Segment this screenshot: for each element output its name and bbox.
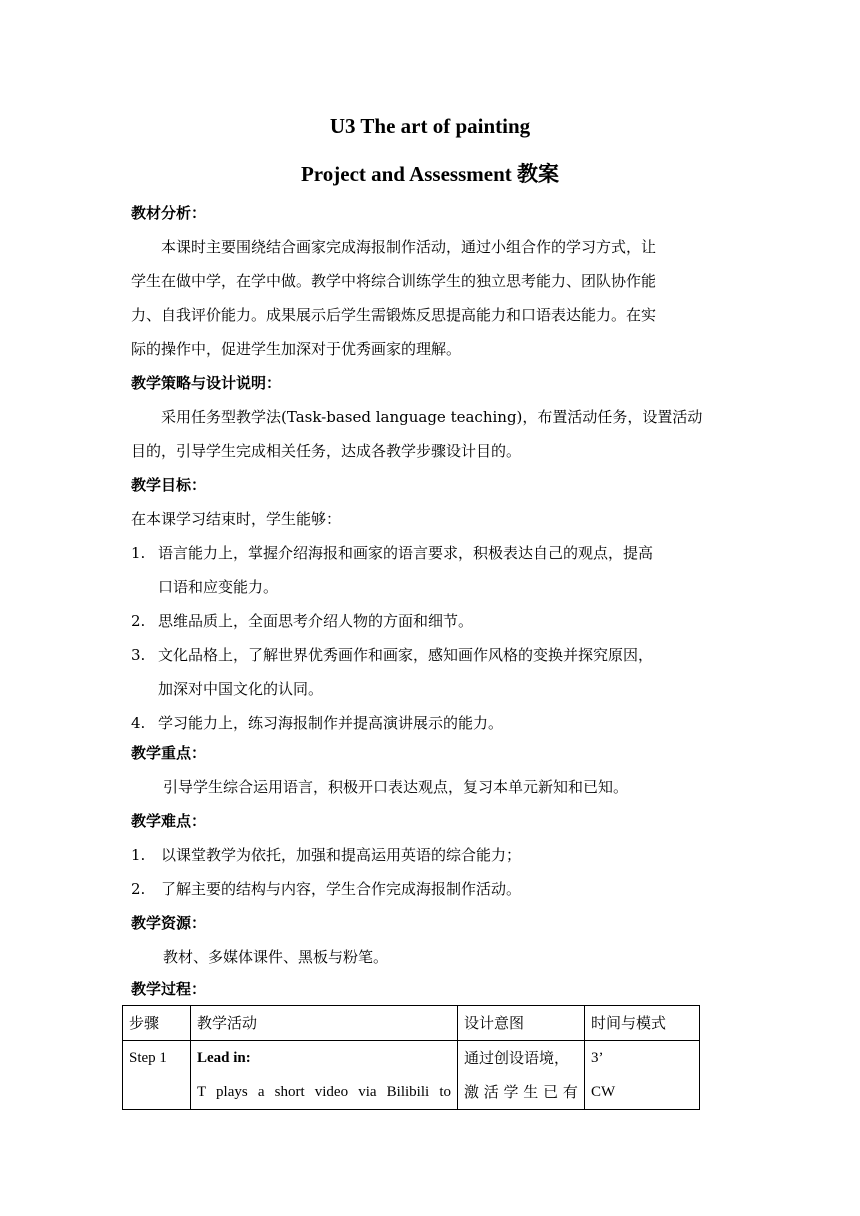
table-header-row bbox=[123, 1006, 700, 1041]
list-number: 2. bbox=[131, 612, 146, 630]
intent-text-cont: 激 活 学 生 已 有 bbox=[464, 1083, 578, 1101]
section-resources bbox=[131, 906, 729, 974]
list-number: 1. bbox=[131, 544, 146, 562]
section-heading: 教学策略与设计说明： bbox=[131, 374, 282, 392]
list-number: 1. bbox=[131, 846, 146, 864]
table-header-cell: 设计意图 bbox=[458, 1006, 585, 1041]
section-heading: 教学目标： bbox=[131, 476, 207, 494]
list-item bbox=[131, 536, 729, 604]
list-number: 3. bbox=[131, 646, 146, 664]
intent-cell bbox=[458, 1041, 585, 1110]
table-header-cell: 教学活动 bbox=[191, 1006, 458, 1041]
section-strategy bbox=[131, 366, 729, 468]
list-item bbox=[131, 872, 729, 906]
document-subtitle: Project and Assessment 教案 bbox=[300, 162, 559, 186]
section-key-points bbox=[131, 736, 729, 804]
paragraph-line: 目的，引导学生完成相关任务，达成各教学步骤设计目的。 bbox=[131, 442, 522, 460]
objectives-intro: 在本课学习结束时，学生能够： bbox=[131, 510, 342, 528]
resources-text: 教材、多媒体课件、黑板与粉笔。 bbox=[163, 948, 389, 966]
paragraph-line: 学生在做中学，在学中做。教学中将综合训练学生的独立思考能力、团队协作能 bbox=[131, 272, 657, 290]
list-item-text: 文化品格上，了解世界优秀画作和画家，感知画作风格的变换并探究原因， bbox=[158, 646, 654, 664]
list-item-text: 学习能力上，练习海报制作并提高演讲展示的能力。 bbox=[158, 714, 504, 732]
paragraph-line: 际的操作中，促进学生加深对于优秀画家的理解。 bbox=[131, 340, 462, 358]
section-difficulties bbox=[131, 804, 729, 906]
section-textbook-analysis bbox=[131, 196, 729, 366]
list-item-text: 了解主要的结构与内容，学生合作完成海报制作活动。 bbox=[161, 880, 522, 898]
process-table bbox=[122, 1005, 700, 1110]
table-header-cell: 时间与模式 bbox=[585, 1006, 700, 1041]
mode-value: CW bbox=[591, 1084, 616, 1100]
section-heading: 教学资源： bbox=[131, 914, 207, 932]
list-item-text-cont: 加深对中国文化的认同。 bbox=[158, 680, 324, 698]
activity-title: Lead in: bbox=[197, 1050, 251, 1066]
document-title: U3 The art of painting bbox=[329, 114, 531, 138]
intent-text: 通过创设语境， bbox=[464, 1049, 570, 1067]
paragraph-line: 采用任务型教学法(Task-based language teaching)，布置活动任务，设置活动 bbox=[161, 408, 703, 426]
time-mode-cell bbox=[585, 1041, 700, 1110]
table-header-cell: 步骤 bbox=[123, 1006, 191, 1041]
list-item bbox=[131, 838, 729, 872]
activity-cell bbox=[191, 1041, 458, 1110]
table-row bbox=[123, 1041, 700, 1110]
list-number: 4. bbox=[131, 714, 146, 732]
section-heading: 教学难点： bbox=[131, 812, 207, 830]
section-heading: 教材分析： bbox=[131, 204, 207, 222]
list-number: 2. bbox=[131, 880, 146, 898]
key-points-text: 引导学生综合运用语言，积极开口表达观点，复习本单元新知和已知。 bbox=[163, 778, 629, 796]
step-cell: Step 1 bbox=[123, 1041, 191, 1110]
time-value: 3’ bbox=[591, 1050, 604, 1066]
section-objectives bbox=[131, 468, 729, 740]
paragraph-line: 力、自我评价能力。成果展示后学生需锻炼反思提高能力和口语表达能力。在实 bbox=[131, 306, 657, 324]
list-item bbox=[131, 638, 729, 706]
section-process bbox=[131, 972, 729, 1006]
list-item-text: 以课堂教学为依托，加强和提高运用英语的综合能力； bbox=[161, 846, 522, 864]
list-item-text: 语言能力上，掌握介绍海报和画家的语言要求，积极表达自己的观点，提高 bbox=[158, 544, 654, 562]
section-heading: 教学过程： bbox=[131, 980, 207, 998]
list-item-text: 思维品质上，全面思考介绍人物的方面和细节。 bbox=[158, 612, 474, 630]
paragraph-line: 本课时主要围绕结合画家完成海报制作活动，通过小组合作的学习方式，让 bbox=[161, 238, 657, 256]
list-item-text-cont: 口语和应变能力。 bbox=[158, 578, 279, 596]
activity-text: T plays a short video via Bilibili to bbox=[197, 1084, 451, 1100]
list-item bbox=[131, 604, 729, 638]
list-item bbox=[131, 706, 729, 740]
section-heading: 教学重点： bbox=[131, 744, 207, 762]
